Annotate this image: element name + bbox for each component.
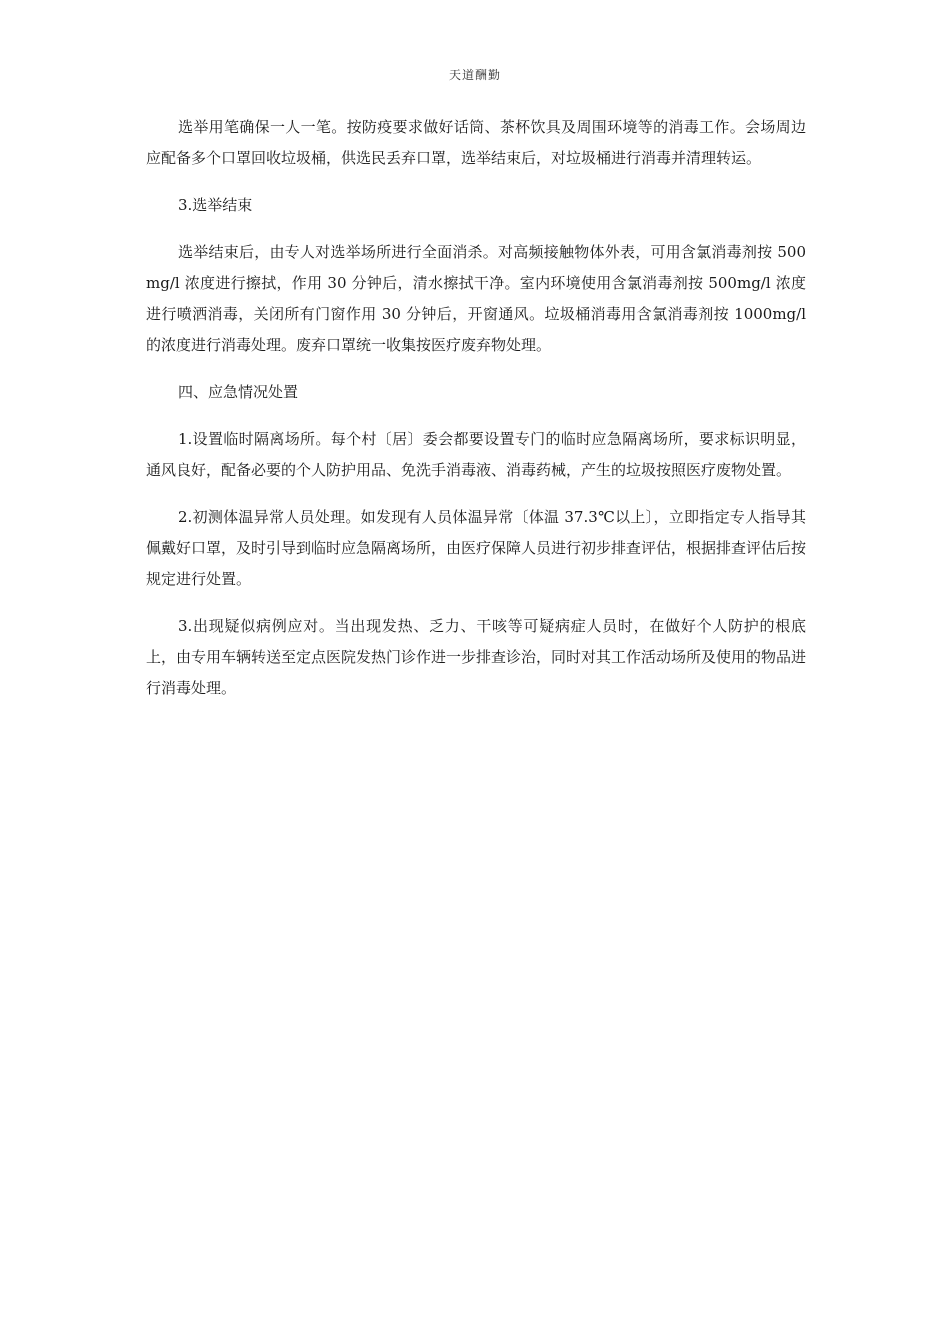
paragraph-suspected-case: 3.出现疑似病例应对。当出现发热、乏力、干咳等可疑病症人员时，在做好个人防护的根底上，由专用车辆转送至定点医院发热门诊作进一步排查诊治，同时对其工作活动场所及使用的物品进行消毒处理。 xyxy=(146,617,807,697)
section-heading-emergency: 四、应急情况处置 xyxy=(178,383,299,401)
paragraph-abnormal-temperature: 2.初测体温异常人员处理。如发现有人员体温异常〔体温 37.3℃以上〕，立即指定专人指导其佩戴好口罩，及时引导到临时应急隔离场所，由医疗保障人员进行初步排查评估，根据排查评估后按规定进行处置。 xyxy=(146,508,807,588)
paragraph-voting-disinfection: 选举用笔确保一人一笔。按防疫要求做好话筒、茶杯饮具及周围环境等的消毒工作。会场周边应配备多个口罩回收垃圾桶，供选民丢弃口罩，选举结束后，对垃圾桶进行消毒并清理转运。 xyxy=(146,118,806,167)
document-body xyxy=(146,112,806,720)
page-header: 天道酬勤 xyxy=(448,68,501,82)
paragraph-isolation-site: 1.设置临时隔离场所。每个村〔居〕委会都要设置专门的临时应急隔离场所，要求标识明显，通风良好，配备必要的个人防护用品、免洗手消毒液、消毒药械，产生的垃圾按照医疗废物处置。 xyxy=(146,430,806,479)
section-heading-election-end: 3.选举结束 xyxy=(178,196,253,214)
paragraph-post-election-disinfection: 选举结束后，由专人对选举场所进行全面消杀。对高频接触物体外表，可用含氯消毒剂按 500mg/l 浓度进行擦拭，作用 30 分钟后，清水擦拭干净。室内环境使用含氯消毒剂按 500mg/l 浓度进行喷洒消毒，关闭所有门窗作用 30 分钟后，开窗通风。垃圾桶消毒用含氯消毒剂按 1000mg/l 的浓度进行消毒处理。废弃口罩统一收集按医疗废弃物处理。 xyxy=(146,243,806,354)
